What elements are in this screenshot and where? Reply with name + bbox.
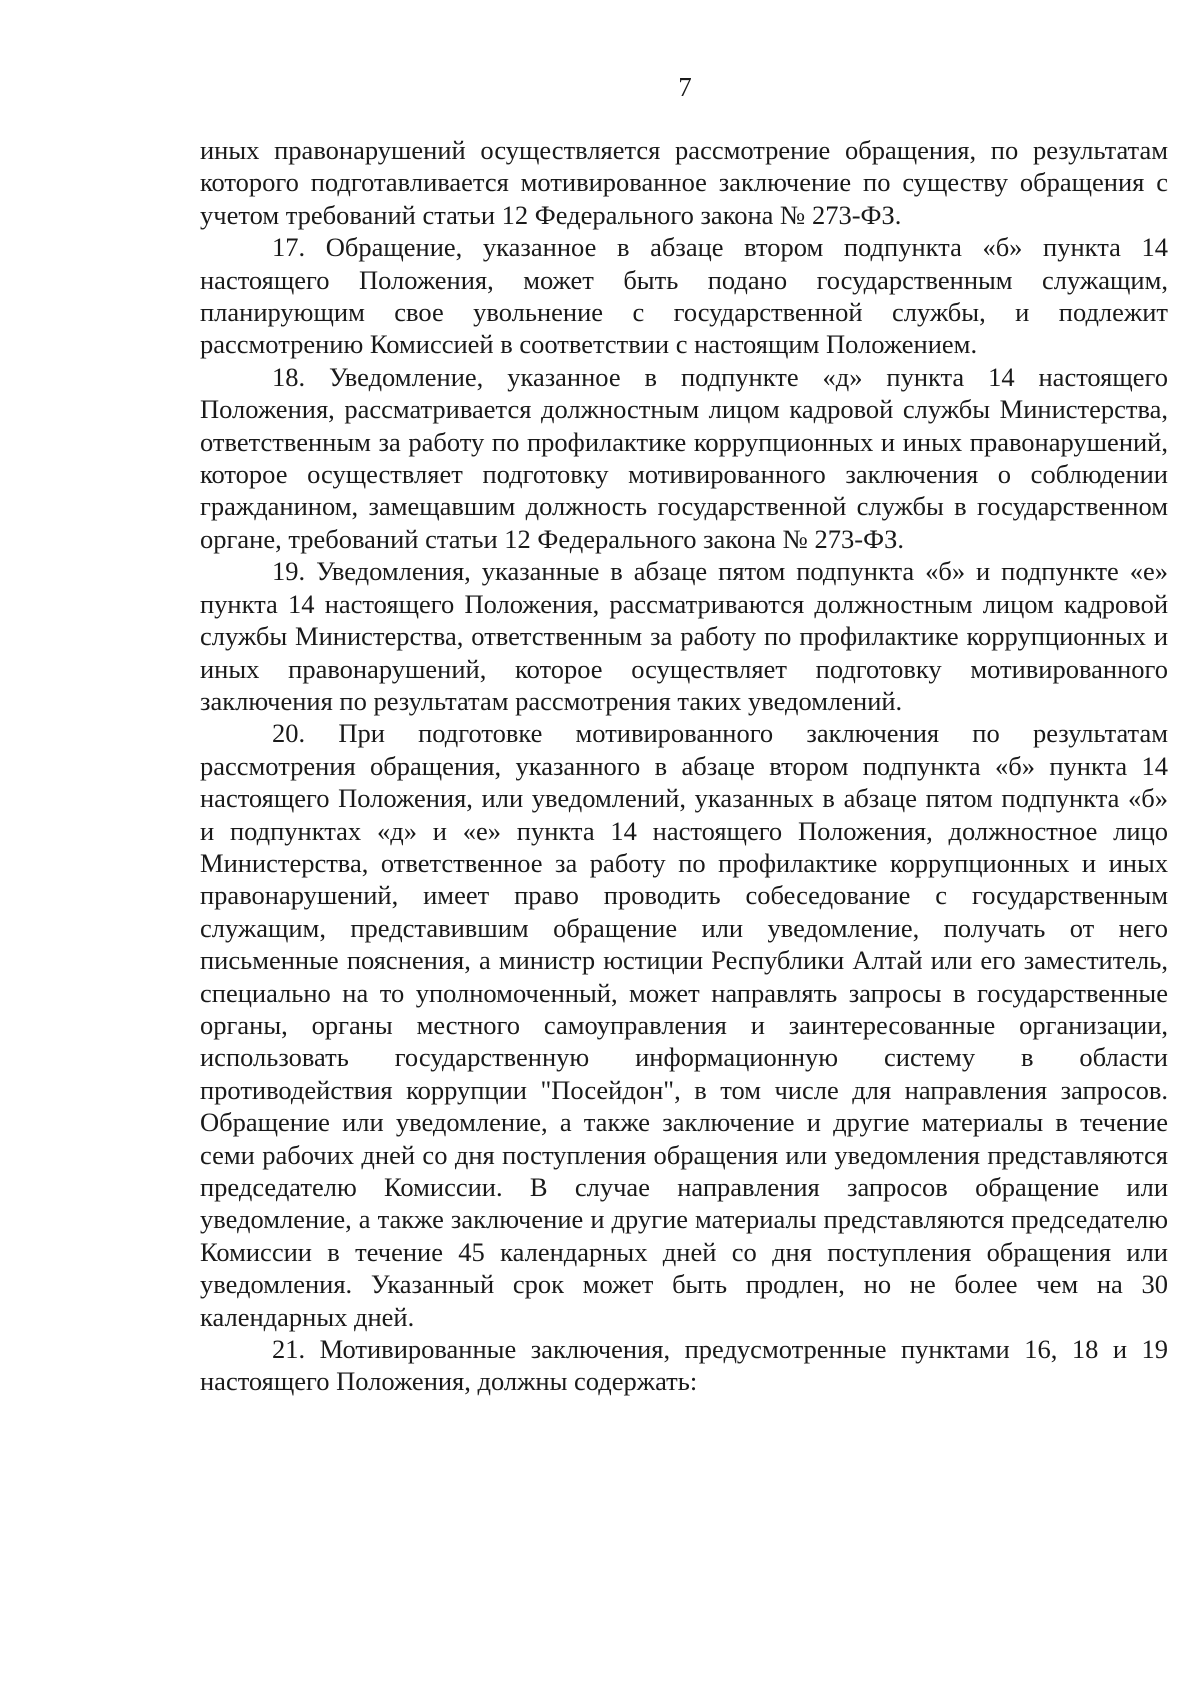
paragraph-19: 19. Уведомления, указанные в абзаце пятом подпункта «б» и подпункте «е» пункта 14 настоящего Положения, рассматриваются должностным лицом кадровой службы Министерства, ответственным за работу по профилактике коррупционных и иных правонарушений, которое осуществляет подготовку мотивированного заключения по результатам рассмотрения таких уведомлений. [200, 556, 1168, 716]
document-body [200, 134, 1168, 1398]
paragraph-20: 20. При подготовке мотивированного заключения по результатам рассмотрения обращения, указанного в абзаце втором подпункта «б» пункта 14 настоящего Положения, или уведомлений, указанных в абзаце пятом подпункта «б» и подпунктах «д» и «е» пункта 14 настоящего Положения, должностное лицо Министерства, ответственное за работу по профилактике коррупционных и иных правонарушений, имеет право проводить собеседование с государственным служащим, представившим обращение или уведомление, получать от него письменные пояснения, а министр юстиции Республики Алтай или его заместитель, специально на то уполномоченный, может направлять запросы в государственные органы, органы местного самоуправления и заинтересованные организации, использовать государственную информационную систему в области противодействия коррупции "Посейдон", в том числе для направления запросов. Обращение или уведомление, а также заключение и другие материалы в течение семи рабочих дней со дня поступления обращения или уведомления представляются председателю Комиссии. В случае направления запросов обращение или уведомление, а также заключение и другие материалы представляются председателю Комиссии в течение 45 календарных дней со дня поступления обращения или уведомления. Указанный срок может быть продлен, но не более чем на 30 календарных дней. [200, 718, 1168, 1332]
paragraph-21: 21. Мотивированные заключения, предусмотренные пунктами 16, 18 и 19 настоящего Положения, должны содержать: [200, 1334, 1168, 1397]
paragraph-17: 17. Обращение, указанное в абзаце втором подпункта «б» пункта 14 настоящего Положения, может быть подано государственным служащим, планирующим свое увольнение с государственной службы, и подлежит рассмотрению Комиссией в соответствии с настоящим Положением. [200, 232, 1168, 360]
paragraph-continuation: иных правонарушений осуществляется рассмотрение обращения, по результатам которого подготавливается мотивированное заключение по существу обращения с учетом требований статьи 12 Федерального закона № 273-ФЗ. [200, 135, 1168, 230]
paragraph-18: 18. Уведомление, указанное в подпункте «д» пункта 14 настоящего Положения, рассматривается должностным лицом кадровой службы Министерства, ответственным за работу по профилактике коррупционных и иных правонарушений, которое осуществляет подготовку мотивированного заключения о соблюдении гражданином, замещавшим должность государственной службы в государственном органе, требований статьи 12 Федерального закона № 273-ФЗ. [200, 361, 1168, 554]
page-number: 7 [678, 72, 692, 102]
